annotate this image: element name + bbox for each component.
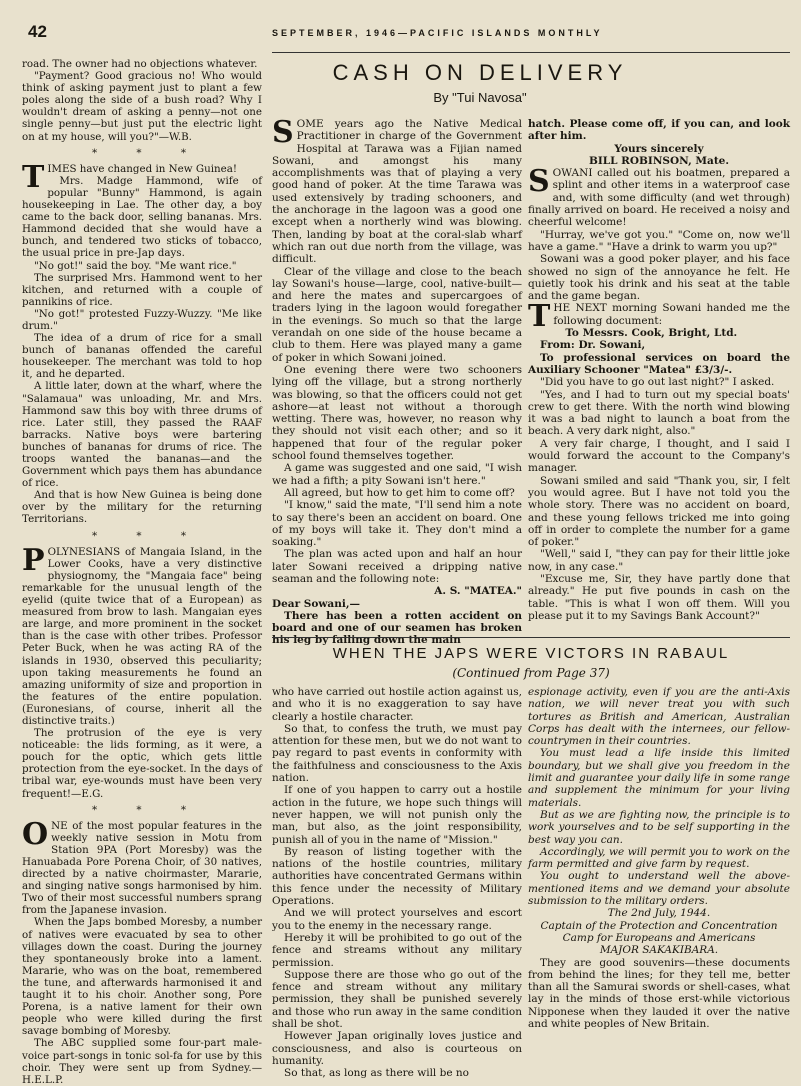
continued-note: (Continued from Page 37) bbox=[452, 666, 610, 680]
paragraph: If one of you happen to carry out a hostile action in the future, we hope such things will never happen, we will not punish only the man, but also, as the joint responsibility, punish all of you in the name of "Mission." bbox=[272, 784, 522, 846]
japs-column-2 bbox=[528, 686, 790, 1048]
paragraph: Hereby it will be prohibited to go out of the fence and streams without any military permission. bbox=[272, 931, 522, 969]
paragraph: And we will protect yourselves and escort you to the enemy in the necessary range. bbox=[272, 907, 522, 932]
drop-cap: T bbox=[528, 299, 551, 335]
paragraph: espionage activity, even if you are the anti-Axis nation, we will never treat you with such tortures as British and American, Australian Corps has dealt with the internees, our fellow-countrymen in their countries. bbox=[528, 686, 790, 748]
drop-cap: T bbox=[22, 159, 45, 195]
document-line: To professional services on board the Auxiliary Schooner "Matea" £3/3/-. bbox=[528, 351, 790, 376]
paragraph: SOWANI called out his boatmen, prepared a splint and other items in a waterproof case and, with some difficulty (and wet through) finally arrived on board. He received a noisy and cheerful welcome! bbox=[528, 164, 790, 229]
paragraph: "No got!" said the boy. "Me want rice." bbox=[34, 259, 237, 272]
page-number: 42 bbox=[28, 22, 47, 41]
note-signature: A. S. "MATEA." bbox=[434, 585, 522, 598]
section-divider: * * * bbox=[92, 146, 204, 159]
article-title: CASH ON DELIVERY bbox=[332, 60, 628, 85]
paragraph: The protrusion of the eye is very noticeable: the lids forming, as it were, a pouch for the optic, which gets little protection from the eye-socket. In the days of tribal war, eye-wounds must have been very frequent!—E.G. bbox=[22, 727, 262, 800]
document-line: From: Dr. Sowani, bbox=[540, 339, 646, 352]
paragraph: who have carried out hostile action against us, and who it is no exaggeration to say have clearly a hostile character. bbox=[272, 686, 522, 723]
document-line: To Messrs. Cook, Bright, Ltd. bbox=[565, 327, 738, 340]
paragraph: The plan was acted upon and half an hour later Sowani received a dripping native seaman and the following note: bbox=[272, 548, 522, 585]
left-column bbox=[22, 58, 262, 1086]
paragraph: "Well," said I, "they can pay for their little joke now, in any case." bbox=[528, 548, 790, 573]
note-body: There has been a rotten accident on board and one of our seamen has broken his leg by falling down the main bbox=[272, 609, 522, 647]
note-author: BILL ROBINSON, Mate. bbox=[588, 154, 730, 167]
document-date: The 2nd July, 1944. bbox=[607, 907, 711, 920]
paragraph: "Payment? Good gracious no! Who would think of asking payment just to plant a few poles along the side of a bush road? Why I wouldn't dream of asking a penny—not one single penny—but just put the electric light on at my house, will you?"—W.B. bbox=[22, 70, 262, 143]
paragraph: So that, as long as there will be no bbox=[284, 1067, 469, 1080]
paragraph: Accordingly, we will permit you to work on the farm permitted and give farm by request. bbox=[528, 845, 790, 871]
section-divider: * * * bbox=[92, 529, 204, 542]
paragraph: When the Japs bombed Moresby, a number of natives were evacuated by sea to other villages down the coast. During the journey they spontaneously broke into a lament. Mararie, who was on the boat, remembered the tune, and afterwards harmonised it and taught it to his choir. Another song, Pore Porena, is a native lament for their own people who were killed during the first savage bombing of Moresby. bbox=[22, 916, 262, 1038]
paragraph: Clear of the village and close to the beach lay Sowani's house—large, cool, native-built—and here the mates and supercargoes of traders lying in the lagoon would foregather in the evenings. So much so that the large verandah on one side of the house became a club to them. Here was played many a game of poker in which Sowani joined. bbox=[272, 265, 522, 364]
paragraph: So that, to confess the truth, we must pay attention for these men, but we do not want to pay regard to past events in conformity with the faithfulness and consciousness to the Axis nation. bbox=[272, 722, 522, 785]
paragraph: "I know," said the mate, "I'll send him a note to say there's been an accident on board. One of my boys will take it. They don't mind a soaking." bbox=[272, 499, 522, 549]
drop-cap: O bbox=[22, 816, 49, 852]
divider-rule bbox=[272, 637, 790, 638]
paragraph: All agreed, but how to get him to come off? bbox=[284, 486, 515, 499]
document-signatory-title: Captain of the Protection and Concentration Camp for Europeans and Americans bbox=[540, 919, 778, 944]
paragraph: "Did you have to go out last night?" I asked. bbox=[540, 376, 775, 389]
paragraph: A game was suggested and one said, "I wish we had a fifth; a pity Sowani isn't here." bbox=[272, 462, 522, 487]
paragraph: THE NEXT morning Sowani handed me the following document: bbox=[528, 299, 790, 335]
note-salutation: Dear Sowani,— bbox=[272, 597, 360, 610]
drop-cap: P bbox=[22, 542, 45, 578]
running-title: SEPTEMBER, 1946—PACIFIC ISLANDS MONTHLY bbox=[272, 28, 603, 38]
paragraph: A very fair charge, I thought, and I said I would forward the account to the Company's manager. bbox=[528, 437, 790, 475]
paragraph: The idea of a drum of rice for a small bunch of bananas offended the careful housekeeper. The merchant was told to hop it, and he departed. bbox=[22, 332, 262, 381]
paragraph: "No got!" protested Fuzzy-Wuzzy. "Me like drum." bbox=[22, 307, 262, 332]
paragraph: The surprised Mrs. Hammond went to her kitchen, and returned with a couple of pannikins of rice. bbox=[22, 271, 262, 308]
note-closing: Yours sincerely bbox=[614, 142, 704, 155]
paragraph: Suppose there are those who go out of the fence and stream without any military permission, they shall be punished severely and those who run away in the same condition shall be shot. bbox=[272, 968, 522, 1031]
paragraph: "Hurray, we've got you." "Come on, now we'll have a game." "Have a drink to warm you up?" bbox=[528, 228, 790, 253]
paragraph: By reason of listing together with the nations of the hostile countries, military authorities have concentrated Germans within this fence under the necessity of Military Operations. bbox=[272, 845, 522, 908]
paragraph: The ABC supplied some four-part male-voice part-songs in tonic sol-fa for use by this choir. They were sent up from Sydney.—H.E.L.P. bbox=[22, 1037, 262, 1086]
paragraph: ONE of the most popular features in the weekly native session in Motu from Station 9PA (Port Moresby) was the Hanuabada Pore Porena Choir, of 30 natives, directed by a native choirmaster, Mararie, and singing native songs harmonised by him. Two of their most successful numbers sprang from the Japanese invasion. bbox=[22, 816, 262, 917]
paragraph: However Japan originally loves justice and consciousness, and also is courteous on humanity. bbox=[272, 1030, 522, 1067]
paragraph: Sowani was a good poker player, and his face showed no sign of the annoyance he felt. He quietly took his drink and his seat at the table and the game began. bbox=[528, 253, 790, 303]
paragraph: One evening there were two schooners lying off the village, but a strong northerly was blowing, so that the officers could not get ashore—at least not without a thorough wetting. There was, however, no reason why they should not visit each other; and so it happened that four of the regular poker school found themselves together. bbox=[272, 363, 522, 463]
paragraph: And that is how New Guinea is being done over by the military for the returning Territorians. bbox=[22, 489, 262, 526]
paragraph: SOME years ago the Native Medical Practitioner in charge of the Government Hospital at Tarawa was a Fijian named Sowani, and amongst his many accomplishments was that of playing a very good hand of poker. At the time Tarawa was used extensively by trading schooners, and the anchorage in the lagoon was a good one except when a northerly wind was blowing. Then, landing by boat at the coral-slab wharf which ran out due north from the village, was difficult. bbox=[272, 115, 522, 266]
paragraph: road. The owner had no objections whatever. bbox=[22, 58, 258, 70]
drop-cap: S bbox=[528, 164, 550, 200]
cod-column-2 bbox=[528, 118, 790, 632]
drop-cap: S bbox=[272, 115, 294, 150]
japs-column-1 bbox=[272, 686, 522, 1080]
note-body: hatch. Please come off, if you can, and look after him. bbox=[528, 118, 790, 143]
paragraph: TIMES have changed in New Guinea! bbox=[22, 159, 237, 195]
document-signatory: MAJOR SAKAKIBARA. bbox=[599, 944, 719, 957]
paragraph: You must lead a life inside this limited boundary, but we shall give you freedom in the limit and guarantee your daily life in some range and supplement the minimum for your living materials. bbox=[528, 747, 790, 809]
paragraph: "Yes, and I had to turn out my special boats' crew to get there. With the north wind blowing it was a bad night to launch a boat from the beach. A very dark night, also." bbox=[528, 388, 790, 438]
article-title: WHEN THE JAPS WERE VICTORS IN RABAUL bbox=[332, 645, 730, 662]
cod-column-1 bbox=[272, 115, 522, 647]
paragraph: POLYNESIANS of Mangaia Island, in the Lower Cooks, have a very distinctive physiognomy, the "Mangaia face" being remarkable for the unusual length of the eyelid (quite twice that of a European) as measured from brow to lash. Mangaian eyes are large, and more prominent in the socket than is the case with other tribes. Professor Peter Buck, when he was acting RA of the islands in 1930, observed this peculiarity; upon taking measurements he found an amazing uniformity of size and proportion in the features of the entire population. (Euronesians, of course, inherit all the distinctive traits.) bbox=[22, 542, 262, 727]
paragraph: Sowani smiled and said "Thank you, sir, I felt you would agree. But I have not told you the whole story. There was no accident on board, and these young fellows tricked me into going off in order to complete the number for a game of poker." bbox=[528, 474, 790, 549]
paragraph: Mrs. Madge Hammond, wife of popular "Bunny" Hammond, is again housekeeping in Lae. The other day, a boy came to the back door, selling bananas. Mrs. Hammond decided that she would have a bunch, and tendered two sticks of tobacco, the usual price in pre-Jap days. bbox=[22, 174, 262, 260]
article-byline: By "Tui Navosa" bbox=[433, 90, 527, 105]
page-header bbox=[20, 20, 790, 46]
paragraph: They are good souvenirs—these documents from behind the lines; for they tell me, better than all the Samurai swords or shell-cases, what lay in the minds of those erst-while victorious Nipponese when they lauded it over the native and white peoples of New Britain. bbox=[528, 956, 790, 1031]
paragraph: "Excuse me, Sir, they have partly done that already." He put five pounds in cash on the table. "This is what I won off them. Will you please put it to my Savings Bank Account?" bbox=[528, 572, 790, 622]
paragraph: A little later, down at the wharf, where the "Salamaua" was unloading, Mr. and Mrs. Hammond saw this boy with three drums of rice. Later still, they passed the RAAF barracks. Native boys were bartering bunches of bananas for drums of rice. The troops wanted the bananas—and the Government which pays them has abundance of rice. bbox=[22, 380, 262, 490]
paragraph: You ought to understand well the above-mentioned items and we demand your absolute submission to the military orders. bbox=[528, 870, 790, 908]
divider-rule bbox=[272, 52, 790, 53]
section-divider: * * * bbox=[92, 803, 204, 816]
paragraph: But as we are fighting now, the principle is to work yourselves and to be self supporting in the best way you can. bbox=[528, 808, 790, 846]
